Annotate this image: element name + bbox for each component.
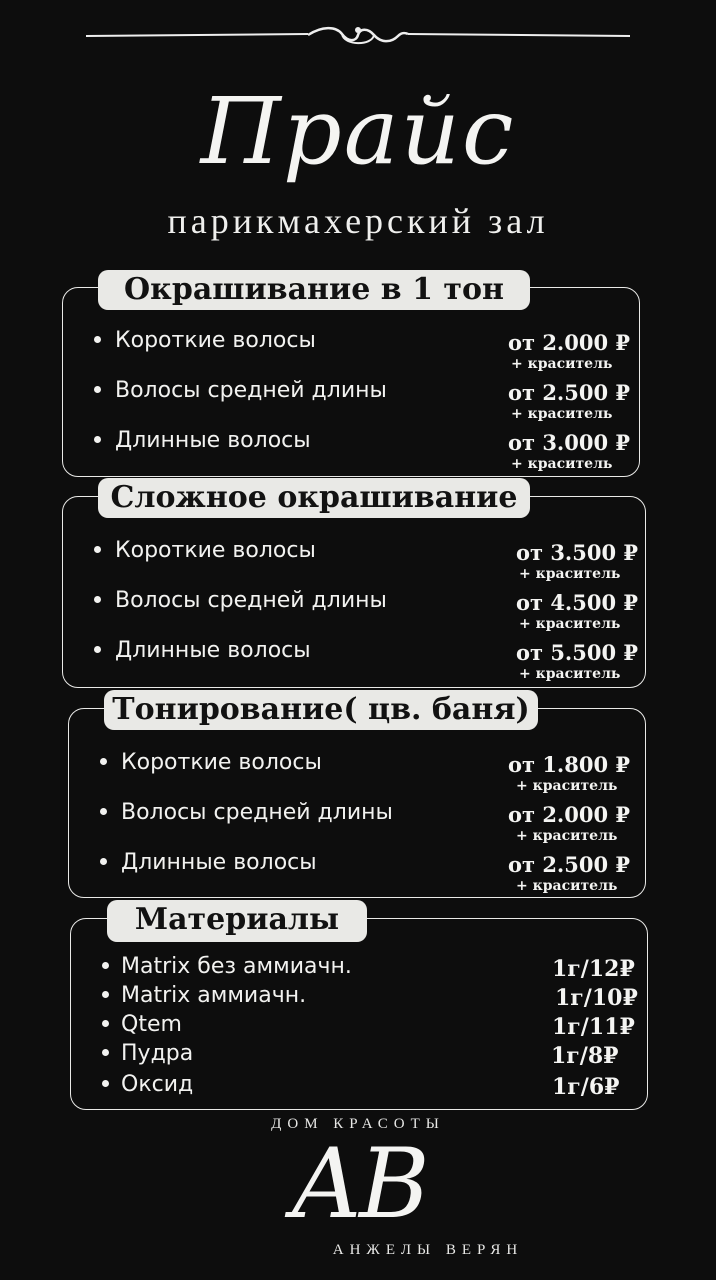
material-item (102, 1072, 193, 1097)
list-item (94, 378, 387, 403)
list-item (94, 588, 387, 613)
material-name: Пудра (121, 1041, 194, 1066)
list-item (94, 538, 316, 563)
item-price: от 2.500 ₽ (507, 380, 630, 405)
item-price: от 2.500 ₽ (507, 852, 630, 877)
item-name: Длинные волосы (115, 428, 311, 453)
item-name: Длинные волосы (121, 850, 317, 875)
item-note: + краситель (519, 616, 621, 632)
section-title: Сложное окрашивание (98, 478, 530, 518)
item-name: Короткие волосы (115, 538, 316, 563)
list-item (100, 800, 393, 825)
bullet-icon (94, 646, 101, 653)
item-note: + краситель (519, 666, 621, 682)
bullet-icon (100, 758, 107, 765)
item-name: Волосы средней длины (115, 378, 387, 403)
material-price: 1г/8₽ (551, 1043, 619, 1069)
bullet-icon (102, 1049, 109, 1056)
item-name: Короткие волосы (115, 328, 316, 353)
material-item (102, 1041, 193, 1066)
item-price: от 3.000 ₽ (507, 430, 630, 455)
item-price: от 5.500 ₽ (515, 640, 638, 665)
material-item (102, 954, 352, 979)
bullet-icon (102, 962, 109, 969)
section-title: Материалы (107, 900, 367, 942)
item-note: + краситель (511, 456, 613, 472)
item-price: от 2.000 ₽ (507, 802, 630, 827)
bullet-icon (94, 596, 101, 603)
list-item (100, 850, 317, 875)
bullet-icon (94, 386, 101, 393)
bullet-icon (94, 336, 101, 343)
item-name: Длинные волосы (115, 638, 311, 663)
list-item (94, 638, 311, 663)
item-name: Волосы средней длины (121, 800, 393, 825)
material-item (102, 983, 306, 1008)
brand-tagline-bottom: АНЖЕЛЫ ВЕРЯН (332, 1242, 524, 1258)
material-item (102, 1012, 182, 1037)
material-name: Matrix без аммиачн. (121, 954, 352, 979)
scroll-ornament-icon (86, 22, 630, 50)
item-price: от 2.000 ₽ (507, 330, 630, 355)
list-item (94, 328, 316, 353)
bullet-icon (100, 808, 107, 815)
bullet-icon (102, 991, 109, 998)
section-title: Окрашивание в 1 тон (98, 270, 530, 310)
bullet-icon (100, 858, 107, 865)
brand-tagline-top: ДОМ КРАСОТЫ (271, 1116, 445, 1132)
page-subtitle: парикмахерский зал (167, 201, 549, 241)
material-name: Оксид (121, 1072, 194, 1097)
item-name: Короткие волосы (121, 750, 322, 775)
item-note: + краситель (516, 878, 618, 894)
bullet-icon (102, 1020, 109, 1027)
material-name: Qtem (121, 1012, 182, 1037)
bullet-icon (102, 1080, 109, 1087)
item-note: + краситель (516, 778, 618, 794)
material-price: 1г/11₽ (552, 1014, 635, 1040)
item-note: + краситель (511, 356, 613, 372)
item-note: + краситель (511, 406, 613, 422)
item-price: от 4.500 ₽ (515, 590, 638, 615)
material-price: 1г/12₽ (552, 956, 635, 982)
bullet-icon (94, 436, 101, 443)
item-name: Волосы средней длины (115, 588, 387, 613)
list-item (94, 428, 311, 453)
material-name: Matrix аммиачн. (121, 983, 307, 1008)
item-price: от 3.500 ₽ (515, 540, 638, 565)
page-title: Прайс (200, 78, 516, 185)
bullet-icon (94, 546, 101, 553)
material-price: 1г/6₽ (552, 1074, 620, 1100)
item-note: + краситель (516, 828, 618, 844)
item-price: от 1.800 ₽ (507, 752, 630, 777)
brand-logo: АВ (290, 1128, 426, 1240)
material-price: 1г/10₽ (555, 985, 638, 1011)
item-note: + краситель (519, 566, 621, 582)
section-title: Тонирование( цв. баня) (104, 690, 538, 730)
list-item (100, 750, 322, 775)
